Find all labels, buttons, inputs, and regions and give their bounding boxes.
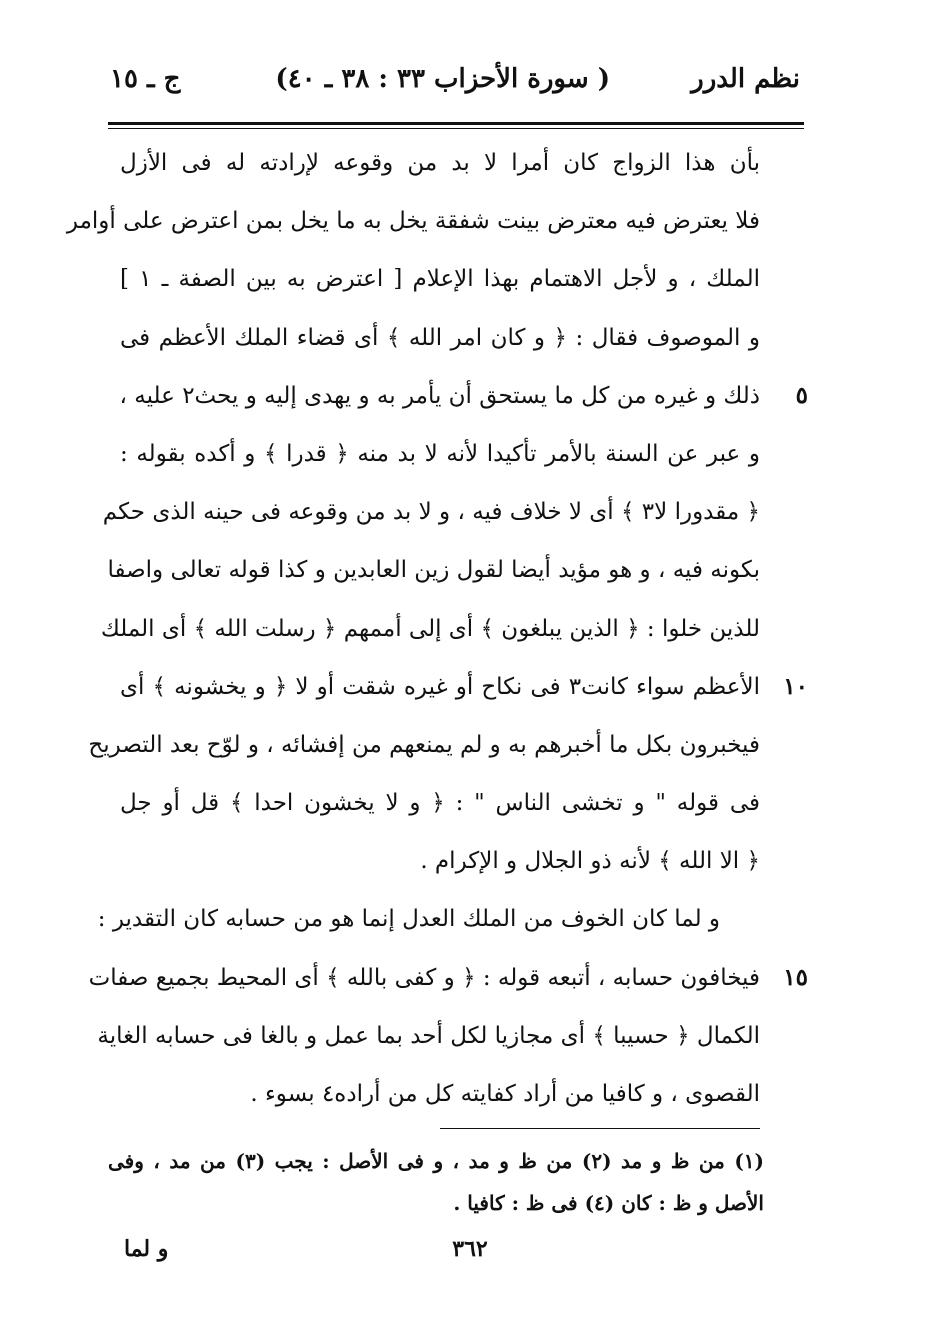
text-line <box>100 600 760 658</box>
text-line <box>97 890 760 948</box>
footnotes <box>108 1140 764 1224</box>
text-line <box>120 309 760 367</box>
page-number: ٣٦٢ <box>452 1236 488 1262</box>
text-line <box>120 832 760 890</box>
line-text: و الموصوف فقال : ﴿ و كان امر الله ﴾ أى قضاء الملك الأعظم فى <box>120 324 760 351</box>
catchword: و لما <box>124 1236 169 1262</box>
text-line <box>120 425 760 483</box>
header-rule-thick <box>108 122 804 125</box>
line-text: و لما كان الخوف من الملك العدل إنما هو من حسابه كان التقدير : <box>97 906 720 933</box>
line-text: فلا يعترض فيه معترض بينت شفقة يخل به ما يخل بمن اعترض على أوامر <box>66 208 760 235</box>
text-line <box>102 483 760 541</box>
text-line <box>107 541 760 599</box>
line-text: ﴿ مقدورا لا٣ ﴾ أى لا خلاف فيه ، و لا بد من وقوعه فى حينه الذى حكم <box>102 499 760 526</box>
text-line <box>88 716 760 774</box>
text-line <box>66 192 760 250</box>
main-text <box>66 134 808 1123</box>
footnote-rule <box>440 1128 760 1129</box>
text-line <box>97 1007 760 1065</box>
line-text: ذلك و غيره من كل ما يستحق أن يأمر به و يهدى إليه و يحث٢ عليه ، <box>119 382 760 409</box>
line-text: الملك ، و لأجل الاهتمام بهذا الإعلام [ اعترض به بين الصفة ـ ١ ] <box>120 266 760 293</box>
header-rule-thin <box>108 128 804 129</box>
text-line <box>120 134 760 192</box>
line-text: القصوى ، و كافيا من أراد كفايته كل من أراده٤ بسوء . <box>250 1081 760 1107</box>
line-text: للذين خلوا : ﴿ الذين يبلغون ﴾ أى إلى أممهم ﴿ رسلت الله ﴾ أى الملك <box>100 615 760 642</box>
line-number: ١٠ <box>783 672 808 700</box>
line-text: ﴿ الا الله ﴾ لأنه ذو الجلال و الإكرام . <box>420 848 760 875</box>
line-text: فيخافون حسابه ، أتبعه قوله : ﴿ و كفى بالله ﴾ أى المحيط بجميع صفات <box>88 964 760 991</box>
footnote-line: (١) من ظ و مد (٢) من ظ و مد ، و فى الأصل : يجب (٣) من مد ، وفى <box>108 1149 765 1173</box>
line-text: و عبر عن السنة بالأمر تأكيدا لأنه لا بد منه ﴿ قدرا ﴾ و أكده بقوله : <box>120 440 760 467</box>
line-text: بأن هذا الزواج كان أمرا لا بد من وقوعه لإرادته له فى الأزل <box>120 150 760 176</box>
line-text: فيخبرون بكل ما أخبرهم به و لم يمنعهم من إفشائه ، و لوّح بعد التصريح <box>88 731 760 758</box>
text-line <box>120 774 760 832</box>
footnote-line: الأصل و ظ : كان (٤) فى ظ : كافيا . <box>453 1191 764 1215</box>
running-header <box>110 64 800 114</box>
text-line <box>120 1065 760 1123</box>
text-line <box>120 658 808 716</box>
line-text: فى قوله " و تخشى الناس " : ﴿ و لا يخشون احدا ﴾ قل أو جل <box>120 790 760 817</box>
line-text: الكمال ﴿ حسيبا ﴾ أى مجازيا لكل أحد بما عمل و بالغا فى حسابه الغاية <box>97 1022 760 1049</box>
text-line <box>88 949 808 1007</box>
line-number: ٥ <box>795 381 808 409</box>
line-number: ١٥ <box>783 963 808 991</box>
text-line <box>119 367 808 425</box>
part-number: ج ـ ١٥ <box>110 64 181 94</box>
book-title: نظم الدرر <box>691 64 800 94</box>
surah-reference: ( سورة الأحزاب ٣٣ : ٣٨ ـ ٤٠) <box>275 64 610 94</box>
text-line <box>120 250 760 308</box>
line-text: بكونه فيه ، و هو مؤيد أيضا لقول زين العابدين و كذا قوله تعالى واصفا <box>107 557 760 584</box>
line-text: الأعظم سواء كانت٣ فى نكاح أو غيره شقت أو لا ﴿ و يخشونه ﴾ أى <box>120 673 760 700</box>
